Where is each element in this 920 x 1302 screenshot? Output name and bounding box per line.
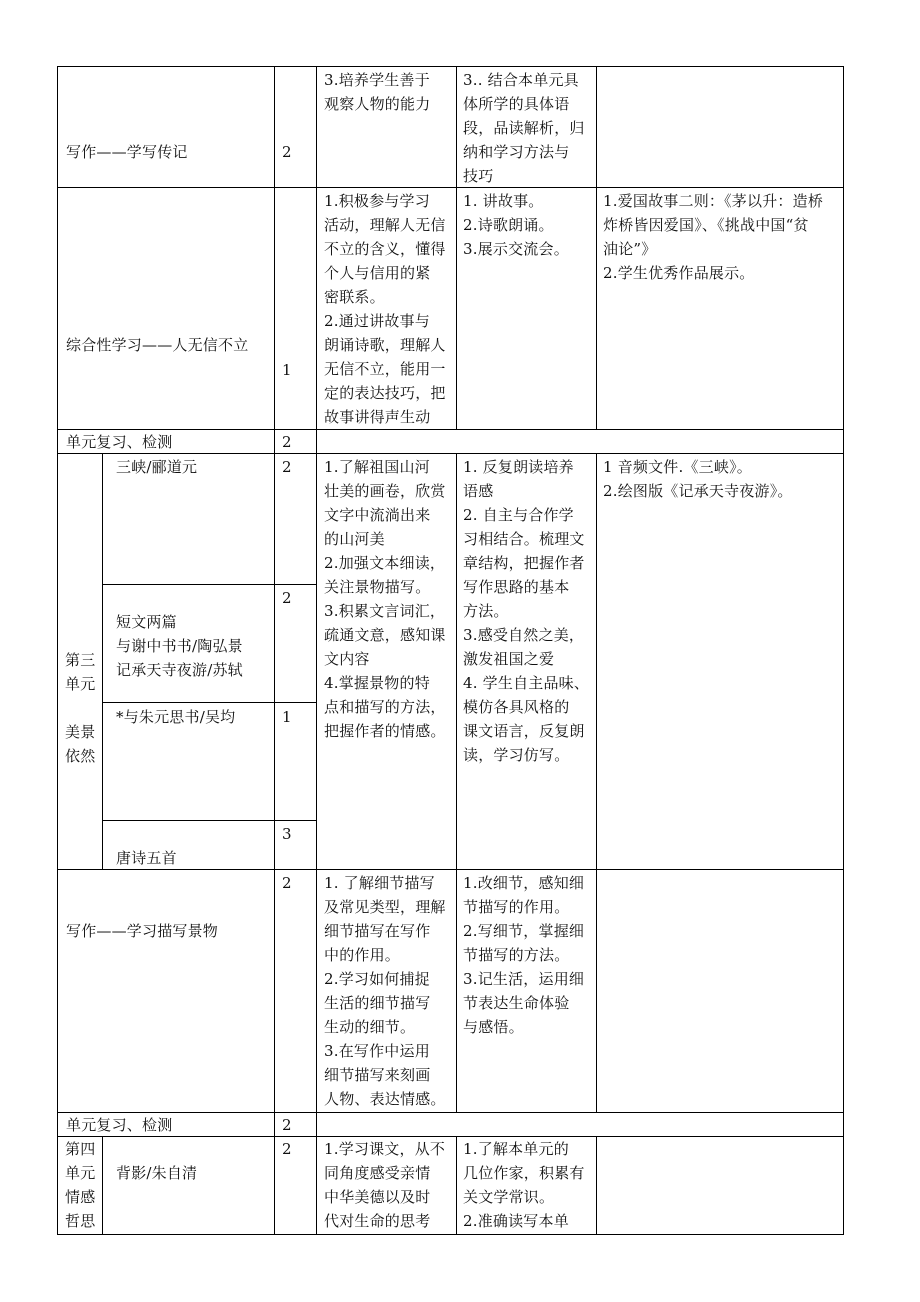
row-title-review: 单元复习、检测 [66,433,173,451]
lesson-title: *与朱元思书/吴均 [116,708,236,726]
column-divider [456,66,457,430]
teaching-resources: 1 音频文件.《三峡》。 2.绘图版《记承天寺夜游》。 [603,458,793,500]
lesson-hours: 2 [282,589,292,607]
unit-label-unit4: 第四 单元 情感 哲思 [65,1140,96,1230]
table-border-top [57,66,844,67]
row-divider [57,453,844,454]
column-divider [102,1136,103,1235]
unit-theme-unit3: 美景 依然 [65,723,96,765]
column-divider [596,66,597,430]
column-divider [596,1136,597,1235]
table-border-right [843,66,844,1235]
teaching-goals: 1. 了解细节描写 及常见类型，理解 细节描写在写作 中的作用。 2.学习如何捕捉 生活的细节描写 生动的细节。 3.在写作中运用 细节描写来刻画 人物、表达情感。 [324,874,446,1108]
lesson-title: 三峡/郦道元 [116,458,198,476]
lesson-hours: 1 [282,708,292,726]
column-divider [274,66,275,1235]
row-hours: 2 [282,143,292,161]
column-divider [316,66,317,1235]
teaching-methods: 1.改细节，感知细 节描写的作用。 2.写细节，掌握细 节描写的方法。 3.记生活，运用细 节表达生命体验 与感悟。 [463,874,585,1036]
row-title-writing-biography: 写作——学写传记 [66,143,188,161]
lesson-title: 背影/朱自清 [116,1164,198,1182]
teaching-methods: 1.了解本单元的 几位作家，积累有 关文学常识。 2.准确读写本单 [463,1140,585,1230]
lesson-title: 短文两篇 与谢中书书/陶弘景 记承天寺夜游/苏轼 [116,613,243,679]
column-divider [456,453,457,1113]
row-hours: 2 [282,874,292,892]
row-divider [102,820,316,821]
row-divider [57,1112,844,1113]
column-divider [596,453,597,1113]
lesson-hours: 3 [282,825,292,843]
table-border-left [57,66,58,1235]
row-hours: 2 [282,1116,292,1134]
row-title-integrated-learning: 综合性学习——人无信不立 [66,336,249,354]
teaching-methods: 1. 反复朗读培养 语感 2. 自主与合作学 习相结合。梳理文 章结构，把握作者 写作思路的基本 方法。 3.感受自然之美， 激发祖国之爱 4. 学生自主品味、 模仿各具风格的 课文语言，反复朗 读，学习仿写。 [463,458,590,764]
teaching-goals: 1.积极参与学习 活动，理解人无信 不立的含义，懂得 个人与信用的紧 密联系。 2.通过讲故事与 朗诵诗歌，理解人 无信不立，能用一 定的表达技巧，把 故事讲得声生动 [324,192,446,426]
teaching-goals: 1.学习课文，从不 同角度感受亲情 中华美德以及时 代对生命的思考 [324,1140,446,1230]
row-divider [57,187,844,188]
column-divider [102,453,103,870]
lesson-hours: 2 [282,1140,292,1158]
table-border-bottom [57,1234,844,1235]
teaching-methods: 1. 讲故事。 2.诗歌朗诵。 3.展示交流会。 [463,192,569,258]
teaching-methods: 3.. 结合本单元具 体所学的具体语 段，品读解析，归 纳和学习方法与 技巧 [463,71,585,185]
column-divider [456,1136,457,1235]
teaching-goals: 3.培养学生善于 观察人物的能力 [324,71,431,113]
row-hours: 2 [282,433,292,451]
row-divider [102,584,316,585]
teaching-goals: 1.了解祖国山河 壮美的画卷，欣赏 文字中流淌出来 的山河美 2.加强文本细读， 关注景物描写。 3.积累文言词汇， 疏通文意，感知课 文内容 4.掌握景物的特 点和描写的方法， 把握作者的情感。 [324,458,446,740]
teaching-resources: 1.爱国故事二则：《茅以升：造桥 炸桥皆因爱国》、《挑战中国“贫 油论”》 2.学生优秀作品展示。 [603,192,824,282]
lesson-title: 唐诗五首 [116,849,177,867]
lesson-hours: 2 [282,458,292,476]
unit-label-unit3: 第三 单元 [65,651,96,693]
row-hours: 1 [282,361,292,379]
row-divider [102,702,316,703]
row-title-writing-scenery: 写作——学习描写景物 [66,922,219,940]
row-divider [57,429,844,430]
row-title-review: 单元复习、检测 [66,1116,173,1134]
